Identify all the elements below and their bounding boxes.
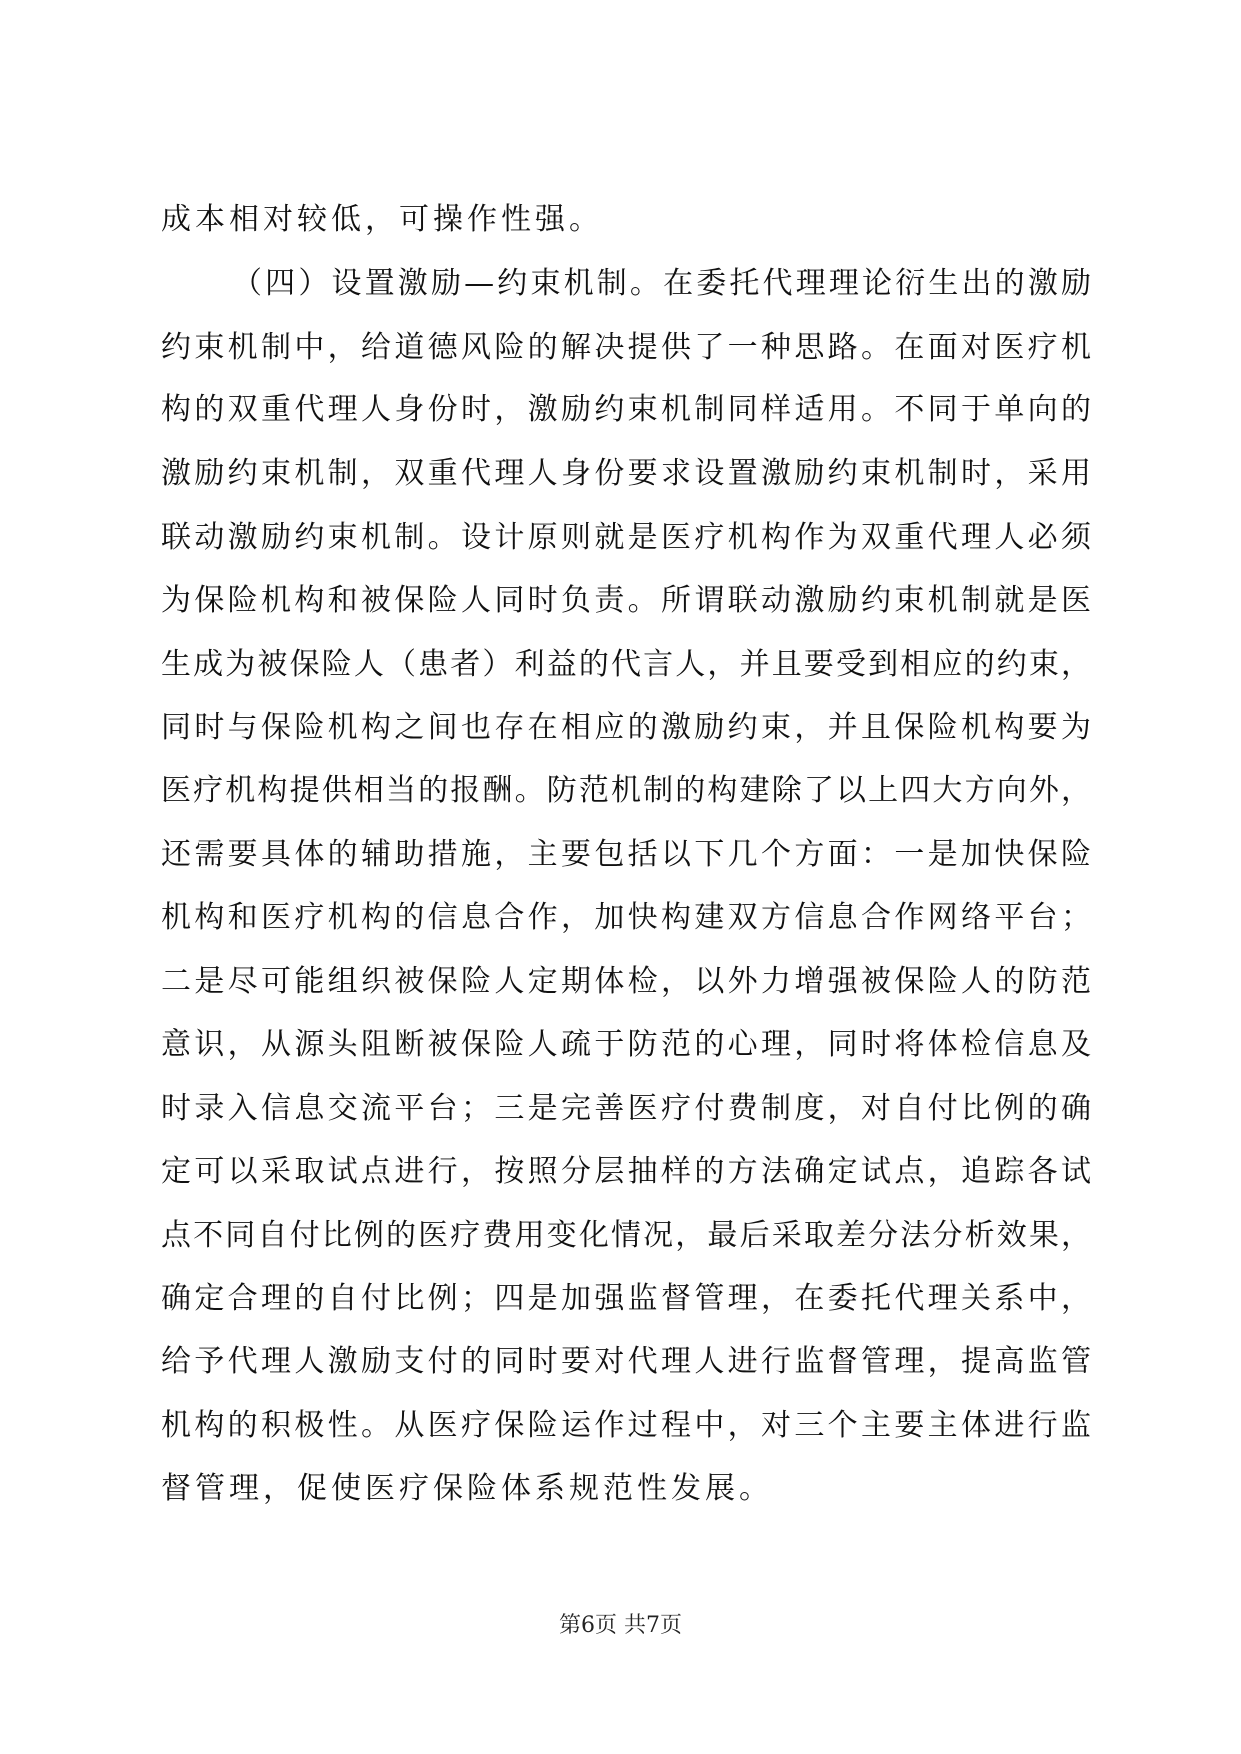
text-line: 联动激励约束机制。设计原则就是医疗机构作为双重代理人必须 — [161, 520, 1091, 555]
text-line: 约束机制中，给道德风险的解决提供了一种思路。在面对医疗机 — [161, 330, 1091, 365]
text-line: 机构的积极性。从医疗保险运作过程中，对三个主要主体进行监 — [161, 1408, 1091, 1443]
text-line: 医疗机构提供相当的报酬。防范机制的构建除了以上四大方向外， — [161, 773, 1091, 808]
text-line: 激励约束机制，双重代理人身份要求设置激励约束机制时，采用 — [161, 456, 1091, 491]
text-line: 点不同自付比例的医疗费用变化情况，最后采取差分法分析效果， — [161, 1218, 1091, 1253]
text-line: 为保险机构和被保险人同时负责。所谓联动激励约束机制就是医 — [161, 583, 1091, 618]
text-line: 督管理，促使医疗保险体系规范性发展。 — [161, 1471, 773, 1506]
text-line: 确定合理的自付比例；四是加强监督管理，在委托代理关系中， — [161, 1281, 1091, 1316]
text-line: 意识，从源头阻断被保险人疏于防范的心理，同时将体检信息及 — [161, 1027, 1091, 1062]
page-number-footer: 第6页 共7页 — [559, 1613, 682, 1638]
text-line: 还需要具体的辅助措施，主要包括以下几个方面：一是加快保险 — [161, 837, 1091, 872]
text-line: （四）设置激励—约束机制。在委托代理理论衍生出的激励 — [232, 266, 1091, 301]
text-line: 构的双重代理人身份时，激励约束机制同样适用。不同于单向的 — [161, 392, 1091, 427]
text-line: 机构和医疗机构的信息合作，加快构建双方信息合作网络平台； — [161, 900, 1091, 935]
text-line: 给予代理人激励支付的同时要对代理人进行监督管理，提高监管 — [161, 1344, 1091, 1379]
text-line: 二是尽可能组织被保险人定期体检，以外力增强被保险人的防范 — [161, 964, 1091, 999]
text-line: 生成为被保险人（患者）利益的代言人，并且要受到相应的约束， — [161, 647, 1091, 682]
text-line: 同时与保险机构之间也存在相应的激励约束，并且保险机构要为 — [161, 710, 1091, 745]
text-line: 成本相对较低，可操作性强。 — [161, 202, 603, 237]
text-line: 时录入信息交流平台；三是完善医疗付费制度，对自付比例的确 — [161, 1091, 1091, 1126]
text-line: 定可以采取试点进行，按照分层抽样的方法确定试点，追踪各试 — [161, 1154, 1091, 1189]
